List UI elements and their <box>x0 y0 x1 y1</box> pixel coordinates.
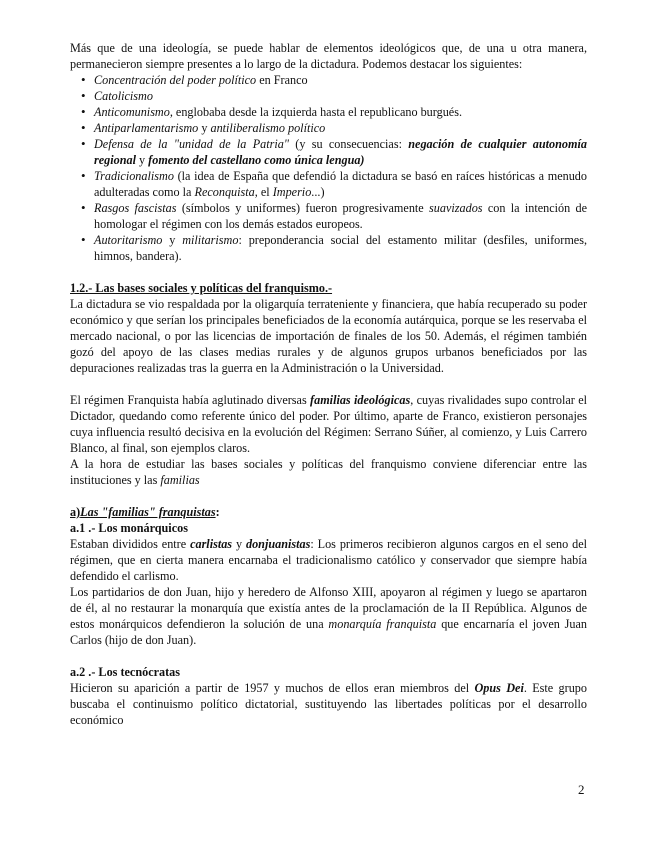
subsection-heading-a1: a.1 .- Los monárquicos <box>70 521 188 535</box>
list-item-emphasis: Reconquista <box>194 185 255 199</box>
list-item <box>70 104 587 120</box>
text-run: , cuyas rivalidades supo controlar el Dictador, quedando como referente único del poder. Por último, aparte de Franco, existieron personajes cuya influencia resultó decisiva en la evolución del Régimen: Serrano Súñer, al comienzo, y Luis Carrero Blanco, al final, son ejemplos claros. <box>70 393 587 455</box>
emphasis: familias <box>160 473 200 487</box>
text-run: . Este grupo buscaba el continuismo político dictatorial, sustituyendo las libertades políticas por el desarrollo económico <box>70 681 587 727</box>
list-item-emphasis: militarismo <box>182 233 239 247</box>
strong-emphasis: familias ideológicas <box>310 393 411 407</box>
list-item-emphasis: suavizados <box>429 201 483 215</box>
strong-emphasis: Opus Dei <box>474 681 524 695</box>
spacer <box>70 264 587 280</box>
strong-emphasis: donjuanistas <box>245 537 311 551</box>
list-item-text: , el <box>254 185 273 199</box>
list-item <box>70 168 587 200</box>
list-item-text: englobaba desde la izquierda hasta el republicano burgués. <box>172 105 462 119</box>
list-item-text: (la idea de España que defendió la dictadura se basó en raíces históricas a menudo adulteradas como la <box>94 169 587 199</box>
list-item <box>70 88 587 104</box>
text-run: : Los primeros recibieron algunos cargos en el seno del régimen, que en cierta manera encarnaba el tradicionalismo católico y conservador que siempre había defendido el carlismo. <box>70 537 588 583</box>
spacer <box>70 648 587 664</box>
list-item-emphasis: Defensa de la "unidad de la Patria" <box>94 137 289 151</box>
text-run: El régimen Franquista había aglutinado diversas <box>70 393 311 407</box>
list-item-text: (y su consecuencias: <box>288 137 409 151</box>
list-item-emphasis: Imperio <box>272 185 312 199</box>
list-item <box>70 232 587 264</box>
list-item <box>70 136 587 168</box>
paragraph-institutions <box>70 456 587 488</box>
section-heading-a <box>70 504 587 520</box>
list-item <box>70 72 587 88</box>
text-run: Los partidarios de don Juan, hijo y heredero de Alfonso XIII, apoyaron al régimen y luego se apartaron de él, al no restaurar la monarquía que existía antes de la proclamación de la II República. Algunos de estos monárquicos defendieron la solución de una <box>70 585 587 631</box>
list-item-emphasis: Antiparlamentarismo <box>94 121 199 135</box>
list-item-strong-emphasis: fomento del castellano como única lengua) <box>148 153 365 167</box>
text-run: A la hora de estudiar las bases sociales y políticas del franquismo conviene diferenciar entre las instituciones y las <box>70 457 587 487</box>
ideological-elements-list <box>70 72 587 264</box>
list-item-emphasis: Rasgos fascistas <box>94 201 177 215</box>
paragraph-don-juan <box>70 584 587 648</box>
list-item-text: y <box>135 153 149 167</box>
list-item-text: en Franco <box>256 73 308 87</box>
section-heading-1-2 <box>70 280 587 296</box>
list-item-text: (símbolos y uniformes) fueron progresivamente <box>176 201 430 215</box>
list-item-emphasis: Autoritarismo <box>94 233 163 247</box>
spacer <box>70 376 587 392</box>
list-item <box>70 200 587 232</box>
emphasis: monarquía franquista <box>328 617 437 631</box>
section-suffix: : <box>215 505 220 519</box>
list-item-emphasis: Catolicismo <box>94 89 153 103</box>
paragraph-technocrats <box>70 680 587 728</box>
list-item-text: y <box>162 233 183 247</box>
list-item-strong-emphasis: negación de cualquier autonomía regional <box>94 137 587 167</box>
page-number: 2 <box>578 782 585 797</box>
paragraph-social-bases: La dictadura se vio respaldada por la oligarquía terrateniente y financiera, que había recuperado su poder económico y que serían los principales beneficiados de la economía autárquica, porque se les reservaba el mercado nacional, o por las licencias de importación de finales de los 50. Además, el régimen también gozó del apoyo de las clases medias rurales y de algunos grupos urbanos beneficiados por las depuraciones realizadas tras la guerra en la Administración o la Universidad. <box>70 297 587 375</box>
paragraph-families <box>70 392 587 456</box>
list-item-text: : preponderancia social del estamento militar (desfiles, uniformes, himnos, bandera). <box>94 233 587 263</box>
document-page <box>70 40 587 728</box>
text-run: Estaban divididos entre <box>70 537 191 551</box>
list-item-text: y <box>198 121 211 135</box>
subsection-heading-a2: a.2 .- Los tecnócratas <box>70 665 181 679</box>
text-run: y <box>232 537 246 551</box>
list-item-text: ...) <box>311 185 325 199</box>
list-item <box>70 120 587 136</box>
list-item-emphasis: Anticomunismo, <box>94 105 173 119</box>
list-item-text: con la intención de homologar el régimen con los demás estados europeos. <box>94 201 588 231</box>
list-item-emphasis: Tradicionalismo <box>94 169 174 183</box>
paragraph-carlists <box>70 536 587 584</box>
intro-paragraph: Más que de una ideología, se puede hablar de elementos ideológicos que, de una u otra manera, permanecieron siempre presentes a lo largo de la dictadura. Podemos destacar los siguientes: <box>70 41 587 71</box>
list-item-emphasis: antiliberalismo político <box>210 121 326 135</box>
strong-emphasis: carlistas <box>190 537 233 551</box>
section-title: Las "familias" franquistas <box>80 505 216 519</box>
section-heading-text: 1.2.- Las bases sociales y políticas del franquismo.- <box>70 281 333 295</box>
section-prefix: a) <box>70 505 81 519</box>
text-run: que encarnaría el joven Juan Carlos (hijo de don Juan). <box>70 617 587 647</box>
spacer <box>70 488 587 504</box>
text-run: Hicieron su aparición a partir de 1957 y muchos de ellos eran miembros del <box>70 681 475 695</box>
list-item-emphasis: Concentración del poder político <box>94 73 257 87</box>
